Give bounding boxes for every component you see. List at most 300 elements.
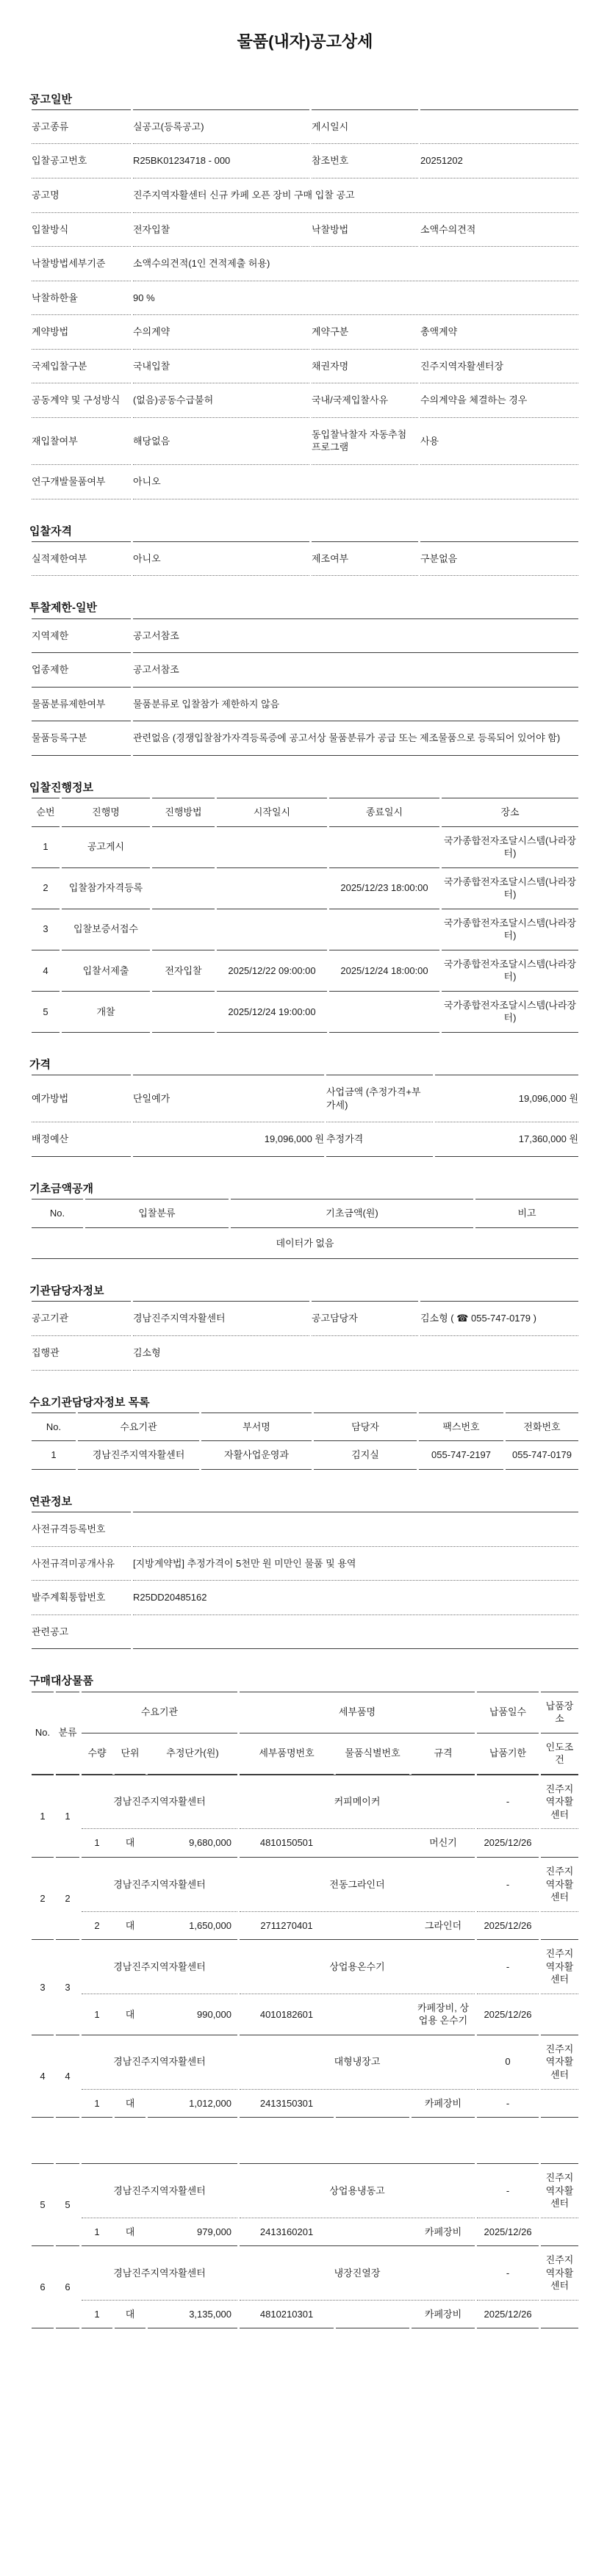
cell-delivery-days: - xyxy=(477,1857,539,1912)
cell-due-date: 2025/12/26 xyxy=(484,1919,532,1931)
table-row xyxy=(32,1122,578,1157)
cell-condition xyxy=(541,1829,578,1857)
cell-class: 6 xyxy=(56,2245,79,2328)
cell-class: 2 xyxy=(56,1857,79,1939)
section-items xyxy=(29,1674,581,2328)
table-row xyxy=(32,315,578,350)
cell-place: 국가종합전자조달시스템(나라장터) xyxy=(442,909,578,950)
cell-item-code: 2413150301 xyxy=(240,2090,334,2118)
field-label: 제조여부 xyxy=(312,541,418,577)
section-bid-limit xyxy=(29,601,581,755)
field-label: 공고담당자 xyxy=(312,1301,418,1336)
field-label: 공고종류 xyxy=(32,109,131,145)
cell-name: 개찰 xyxy=(62,992,150,1033)
table-row xyxy=(32,1512,578,1547)
cell-no: 1 xyxy=(32,827,60,868)
qualification-table xyxy=(29,541,581,577)
cell-item-code: 4010182601 xyxy=(259,2008,314,2020)
table-row xyxy=(32,618,578,654)
table-row xyxy=(32,281,578,316)
field-value: 사용 xyxy=(420,418,578,465)
field-label: 공고명 xyxy=(32,178,131,213)
table-row xyxy=(32,827,578,868)
table-row xyxy=(32,2218,578,2246)
cell-due-date: 2025/12/26 xyxy=(477,2301,539,2329)
cell-org: 경남진주지역자활센터 xyxy=(82,2035,237,2090)
section-title-bid-limit: 투찰제한-일반 xyxy=(29,602,97,615)
item-block xyxy=(32,2163,578,2245)
cell-item-name: 전동그라인더 xyxy=(240,1857,475,1912)
cell-spec: 카페장비 xyxy=(412,2090,475,2118)
column-header: 납품장소 xyxy=(541,1692,578,1733)
cell-item-name: 상업용온수기 xyxy=(240,1939,475,1994)
item-block xyxy=(32,1939,578,2035)
table-row xyxy=(32,1075,578,1122)
cell-id-no xyxy=(336,2218,409,2246)
table-header-row xyxy=(32,1199,578,1228)
table-row xyxy=(32,2163,578,2218)
column-header: 담당자 xyxy=(314,1413,417,1442)
section-title-price: 가격 xyxy=(29,1058,51,1071)
field-value: 20251202 xyxy=(420,144,578,178)
items-table-continued xyxy=(29,2163,581,2328)
table-row xyxy=(32,2035,578,2090)
field-value xyxy=(420,109,578,145)
cell-due-date: - xyxy=(477,2090,539,2118)
table-row xyxy=(32,1857,578,1912)
cell-unit: 대 xyxy=(125,1837,135,1849)
field-value: 소액수의견적 xyxy=(420,213,578,248)
field-label: 공고기관 xyxy=(32,1301,131,1336)
cell-place: 국가종합전자조달시스템(나라장터) xyxy=(442,992,578,1033)
cell-org: 경남진주지역자활센터 xyxy=(78,1441,199,1470)
cell-qty: 1 xyxy=(94,2226,100,2237)
cell-item-code: 4810210301 xyxy=(240,2301,334,2329)
field-label: 예가방법 xyxy=(32,1075,131,1122)
table-row xyxy=(32,144,578,178)
table-row xyxy=(32,213,578,248)
cell-place: 국가종합전자조달시스템(나라장터) xyxy=(442,950,578,992)
field-value: 김소형 xyxy=(133,1336,578,1371)
section-title-items: 구매대상물품 xyxy=(29,1675,93,1688)
cell-delivery-place: 진주지역자활센터 xyxy=(541,2163,578,2218)
field-value-amount: 17,360,000 원 xyxy=(435,1122,578,1157)
cell-end xyxy=(329,827,439,868)
table-row xyxy=(32,383,578,418)
column-header: 기초금액(원) xyxy=(231,1199,473,1228)
table-row xyxy=(32,541,578,577)
section-title-general: 공고일반 xyxy=(29,93,72,106)
table-header-row xyxy=(32,1692,578,1733)
table-row xyxy=(32,465,578,499)
table-row xyxy=(32,1775,578,1830)
table-row xyxy=(32,1939,578,1994)
section-demand-contacts xyxy=(29,1396,581,1470)
cell-no: 1 xyxy=(32,1441,76,1470)
field-label: 계약방법 xyxy=(32,315,131,350)
cell-start: 2025/12/24 19:00:00 xyxy=(217,992,327,1033)
cell-end: 2025/12/23 18:00:00 xyxy=(329,868,439,909)
cell-item-code: 2711270401 xyxy=(260,1919,313,1931)
table-row xyxy=(32,418,578,465)
table-header-row xyxy=(32,798,578,827)
field-label: 낙찰방법세부기준 xyxy=(32,247,131,281)
cell-delivery-days: - xyxy=(477,1775,539,1830)
cell-item-name: 냉장진열장 xyxy=(240,2245,475,2301)
field-value: 전자입찰 xyxy=(133,213,309,248)
cell-end xyxy=(329,992,439,1033)
cell-delivery-days: - xyxy=(477,1939,539,1994)
column-header: 비고 xyxy=(475,1199,578,1228)
cell-unit-price: 1,012,000 xyxy=(148,2090,237,2118)
field-value: (없음)공동수급불허 xyxy=(133,383,309,418)
table-row xyxy=(32,2245,578,2301)
cell-place: 국가종합전자조달시스템(나라장터) xyxy=(442,868,578,909)
column-header: 진행명 xyxy=(62,798,150,827)
cell-place: 국가종합전자조달시스템(나라장터) xyxy=(442,827,578,868)
field-value-amount: 19,096,000 원 xyxy=(133,1122,324,1157)
field-label: 사업금액 (추정가격+부가세) xyxy=(326,1075,433,1122)
cell-org: 경남진주지역자활센터 xyxy=(82,1939,237,1994)
cell-item-name: 대형냉장고 xyxy=(240,2035,475,2090)
field-label: 지역제한 xyxy=(32,618,131,654)
cell-delivery-days: - xyxy=(477,2163,539,2218)
column-header: 납품기한 xyxy=(477,1733,539,1775)
cell-spec: 머신기 xyxy=(429,1837,457,1849)
field-label: 낙찰하한율 xyxy=(32,281,131,316)
table-row xyxy=(32,688,578,722)
table-row xyxy=(32,1615,578,1650)
cell-no: 2 xyxy=(32,1857,54,1939)
table-row xyxy=(32,1829,578,1857)
cell-tel: 055-747-0179 xyxy=(506,1441,578,1470)
field-label: 물품등록구분 xyxy=(32,721,131,756)
column-header: 수요기관 xyxy=(82,1692,237,1733)
table-row xyxy=(32,2301,578,2329)
cell-name: 공고게시 xyxy=(62,827,150,868)
cell-item-code: 2413160201 xyxy=(259,2226,314,2237)
section-related xyxy=(29,1495,581,1649)
field-value: 물품분류로 입찰참가 제한하지 않음 xyxy=(133,688,578,722)
field-value: 단일예가 xyxy=(133,1075,324,1122)
column-header: No. xyxy=(32,1199,83,1228)
cell-qty: 1 xyxy=(82,2301,112,2329)
cell-condition xyxy=(541,1994,578,2035)
cell-id-no xyxy=(336,1829,409,1857)
cell-qty: 2 xyxy=(94,1919,100,1931)
cell-unit-price: 979,000 xyxy=(197,2226,232,2237)
field-value: R25BK01234718 - 000 xyxy=(133,144,309,178)
field-label: 배정예산 xyxy=(32,1122,131,1157)
field-label: 채권자명 xyxy=(312,350,418,384)
base-amount-table xyxy=(29,1199,581,1259)
section-general xyxy=(29,93,581,499)
field-value: 공고서참조 xyxy=(133,653,578,688)
table-row xyxy=(32,1994,578,2035)
field-value: 관련없음 (경쟁입찰참가자격등록증에 공고서상 물품분류가 공급 또는 제조물품으로 등록되어 있어야 함) xyxy=(133,721,578,756)
cell-start xyxy=(217,868,327,909)
field-label: 발주계획통합번호 xyxy=(32,1581,131,1615)
table-row xyxy=(32,178,578,213)
price-table xyxy=(29,1075,581,1157)
field-value: 국내입찰 xyxy=(133,350,309,384)
cell-unit-price: 990,000 xyxy=(197,2008,231,2020)
field-value: 경남진주지역자활센터 xyxy=(133,1301,309,1336)
section-title-base-amount: 기초금액공개 xyxy=(29,1182,93,1195)
cell-id-no xyxy=(336,1912,409,1940)
column-header: 납품일수 xyxy=(477,1692,539,1733)
section-base-amount xyxy=(29,1182,581,1259)
cell-unit-price: 3,135,000 xyxy=(148,2301,237,2329)
cell-no: 6 xyxy=(32,2245,54,2328)
demand-contacts-table xyxy=(29,1413,581,1470)
cell-unit: 대 xyxy=(125,1919,135,1931)
field-label: 실적제한여부 xyxy=(32,541,131,577)
field-label: 참조번호 xyxy=(312,144,418,178)
cell-unit: 대 xyxy=(115,2090,146,2118)
cell-org: 경남진주지역자활센터 xyxy=(82,2163,237,2218)
cell-delivery-place: 진주지역자활센터 xyxy=(541,1775,578,1830)
column-header: 진행방법 xyxy=(152,798,215,827)
table-row xyxy=(32,868,578,909)
field-label: 동입찰낙찰자 자동추첨 프로그램 xyxy=(312,418,418,465)
cell-org: 경남진주지역자활센터 xyxy=(82,1775,237,1830)
field-label: 국내/국제입찰사유 xyxy=(312,383,418,418)
progress-table xyxy=(29,798,581,1033)
item-block xyxy=(32,1857,578,1939)
cell-id-no xyxy=(336,2090,409,2118)
column-header: 인도조건 xyxy=(541,1733,578,1775)
cell-name: 입찰보증서접수 xyxy=(62,909,150,950)
cell-id-no xyxy=(336,1994,409,2035)
cell-spec: 카페장비 xyxy=(412,2301,475,2329)
column-header: 입찰분류 xyxy=(85,1199,229,1228)
cell-end xyxy=(329,909,439,950)
field-label: 계약구분 xyxy=(312,315,418,350)
table-row xyxy=(32,909,578,950)
cell-unit-price: 1,650,000 xyxy=(189,1919,231,1931)
field-value-phone: 김소형 ( ☎ 055-747-0179 ) xyxy=(420,1301,578,1336)
field-value: 총액계약 xyxy=(420,315,578,350)
section-agency-contact xyxy=(29,1284,581,1370)
cell-delivery-place: 진주지역자활센터 xyxy=(541,2035,578,2090)
cell-name: 입찰서제출 xyxy=(62,950,150,992)
items-table xyxy=(29,1692,581,2118)
table-row xyxy=(32,950,578,992)
field-value: 진주지역자활센터 신규 카페 오픈 장비 구매 입찰 공고 xyxy=(133,178,578,213)
column-header: 물품식별번호 xyxy=(336,1733,409,1775)
section-progress xyxy=(29,781,581,1033)
cell-no: 4 xyxy=(32,2035,54,2118)
column-header: No. xyxy=(32,1692,54,1775)
cell-name: 입찰참가자격등록 xyxy=(62,868,150,909)
field-value: R25DD20485162 xyxy=(133,1581,578,1615)
empty-data-row xyxy=(32,1228,578,1260)
field-value: 수의계약 xyxy=(133,315,309,350)
field-label: 업종제한 xyxy=(32,653,131,688)
cell-unit-price: 9,680,000 xyxy=(189,1837,231,1849)
column-header: 세부품명 xyxy=(240,1692,475,1733)
column-header: 팩스번호 xyxy=(419,1413,503,1442)
cell-condition xyxy=(541,2218,578,2246)
cell-unit: 대 xyxy=(125,2008,135,2020)
field-label: 공동계약 및 구성방식 xyxy=(32,383,131,418)
cell-condition xyxy=(541,2090,578,2118)
column-header: 분류 xyxy=(56,1692,79,1775)
section-title-progress: 입찰진행정보 xyxy=(29,781,93,794)
cell-spec: 카페장비 xyxy=(424,2226,462,2237)
section-price xyxy=(29,1058,581,1157)
column-header: No. xyxy=(32,1413,76,1442)
field-label: 관련공고 xyxy=(32,1615,131,1650)
cell-item-name: 상업용냉동고 xyxy=(240,2163,475,2218)
bid-limit-table xyxy=(29,618,581,756)
section-title-agency-contact: 기관담당자정보 xyxy=(29,1285,104,1298)
cell-delivery-days: - xyxy=(477,2245,539,2301)
cell-no: 4 xyxy=(32,950,60,992)
cell-method: 전자입찰 xyxy=(152,950,215,992)
column-header: 장소 xyxy=(442,798,578,827)
cell-start xyxy=(217,827,327,868)
table-row xyxy=(32,1441,578,1470)
cell-method xyxy=(152,992,215,1033)
field-label: 국제입찰구분 xyxy=(32,350,131,384)
cell-qty: 1 xyxy=(94,2008,100,2020)
empty-data-message: 데이터가 없음 xyxy=(32,1228,578,1260)
cell-due-date: 2025/12/26 xyxy=(484,2226,532,2237)
cell-method xyxy=(152,909,215,950)
column-header: 추정단가(원) xyxy=(148,1733,237,1775)
table-header-row xyxy=(32,1413,578,1442)
table-row xyxy=(32,1581,578,1615)
cell-no: 3 xyxy=(32,909,60,950)
cell-end: 2025/12/24 18:00:00 xyxy=(329,950,439,992)
field-value: 아니오 xyxy=(133,465,578,499)
field-label: 사전규격미공개사유 xyxy=(32,1547,131,1581)
column-header: 규격 xyxy=(412,1733,475,1775)
cell-id-no xyxy=(336,2301,409,2329)
cell-no: 1 xyxy=(32,1775,54,1857)
section-qualification xyxy=(29,524,581,577)
field-value: 소액수의견적(1인 견적제출 허용) xyxy=(133,247,578,281)
field-label: 사전규격등록번호 xyxy=(32,1512,131,1547)
cell-org: 경남진주지역자활센터 xyxy=(82,2245,237,2301)
cell-dept: 자활사업운영과 xyxy=(201,1441,312,1470)
column-header: 종료일시 xyxy=(329,798,439,827)
cell-spec: 카페장비, 상업용 온수기 xyxy=(417,2002,469,2027)
field-label: 입찰방식 xyxy=(32,213,131,248)
cell-class: 5 xyxy=(56,2163,79,2245)
cell-no: 2 xyxy=(32,868,60,909)
section-title-demand-contacts: 수요기관담당자정보 목록 xyxy=(29,1396,150,1409)
table-header-row xyxy=(32,1733,578,1775)
cell-unit: 대 xyxy=(115,2301,146,2329)
column-header: 시작일시 xyxy=(217,798,327,827)
field-value: 해당없음 xyxy=(133,418,309,465)
page-break-gap xyxy=(29,2118,581,2163)
cell-method xyxy=(152,827,215,868)
cell-delivery-place: 진주지역자활센터 xyxy=(541,2245,578,2301)
field-value xyxy=(133,1615,578,1650)
table-row xyxy=(32,350,578,384)
column-header: 수요기관 xyxy=(78,1413,199,1442)
table-row xyxy=(32,1547,578,1581)
general-table xyxy=(29,109,581,499)
cell-class: 1 xyxy=(56,1775,79,1857)
related-table xyxy=(29,1512,581,1649)
section-title-related: 연관정보 xyxy=(29,1495,72,1508)
item-block xyxy=(32,1775,578,1857)
cell-no: 5 xyxy=(32,992,60,1033)
cell-delivery-days: 0 xyxy=(477,2035,539,2090)
column-header: 부서명 xyxy=(201,1413,312,1442)
cell-start xyxy=(217,909,327,950)
cell-unit: 대 xyxy=(125,2226,135,2237)
column-header: 수량 xyxy=(82,1733,112,1775)
field-value-amount: 19,096,000 원 xyxy=(435,1075,578,1122)
cell-due-date: 2025/12/26 xyxy=(484,2008,532,2020)
cell-condition xyxy=(541,2301,578,2329)
field-value: 공고서참조 xyxy=(133,618,578,654)
column-header: 단위 xyxy=(115,1733,146,1775)
cell-person: 김지실 xyxy=(314,1441,417,1470)
field-label: 추정가격 xyxy=(326,1122,433,1157)
cell-delivery-place: 진주지역자활센터 xyxy=(541,1857,578,1912)
field-value: 아니오 xyxy=(133,541,309,577)
table-row xyxy=(32,2090,578,2118)
cell-item-code: 4810150501 xyxy=(259,1837,314,1849)
cell-method xyxy=(152,868,215,909)
table-row xyxy=(32,1301,578,1336)
field-label: 게시일시 xyxy=(312,109,418,145)
field-label: 재입찰여부 xyxy=(32,418,131,465)
field-value: [지방계약법] 추정가격이 5천만 원 미만인 물품 및 용역 xyxy=(133,1547,578,1581)
agency-contact-table xyxy=(29,1301,581,1370)
field-value: 구분없음 xyxy=(420,541,578,577)
cell-qty: 1 xyxy=(94,1837,100,1849)
field-label: 연구개발물품여부 xyxy=(32,465,131,499)
table-row xyxy=(32,992,578,1033)
cell-org: 경남진주지역자활센터 xyxy=(82,1857,237,1912)
table-row xyxy=(32,653,578,688)
field-label: 낙찰방법 xyxy=(312,213,418,248)
cell-item-name: 커피메이커 xyxy=(240,1775,475,1830)
section-title-qualification: 입찰자격 xyxy=(29,524,72,538)
field-value: 수의계약을 체결하는 경우 xyxy=(420,383,578,418)
field-label: 입찰공고번호 xyxy=(32,144,131,178)
item-block xyxy=(32,2035,578,2118)
field-value: 진주지역자활센터장 xyxy=(420,350,578,384)
column-header: 순번 xyxy=(32,798,60,827)
cell-condition xyxy=(541,1912,578,1940)
field-value xyxy=(133,1512,578,1547)
cell-due-date: 2025/12/26 xyxy=(484,1837,532,1849)
cell-delivery-place: 진주지역자활센터 xyxy=(541,1939,578,1994)
cell-no: 5 xyxy=(32,2163,54,2245)
cell-class: 4 xyxy=(56,2035,79,2118)
column-header: 세부품명번호 xyxy=(240,1733,334,1775)
table-row xyxy=(32,1336,578,1371)
item-block xyxy=(32,2245,578,2328)
cell-class: 3 xyxy=(56,1939,79,2035)
cell-no: 3 xyxy=(32,1939,54,2035)
table-row xyxy=(32,109,578,145)
table-row xyxy=(32,721,578,756)
field-label: 집행관 xyxy=(32,1336,131,1371)
cell-spec: 그라인더 xyxy=(424,1919,462,1931)
table-row xyxy=(32,247,578,281)
field-label: 물품분류제한여부 xyxy=(32,688,131,722)
